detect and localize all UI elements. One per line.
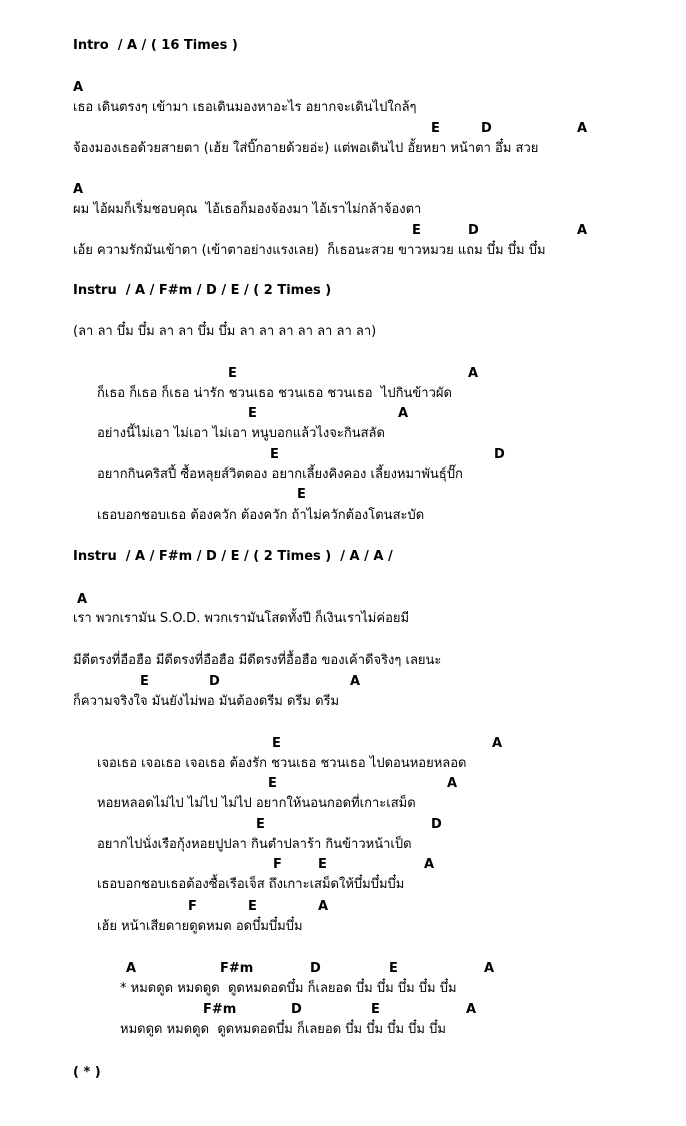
chord: E xyxy=(256,817,265,832)
chord: A xyxy=(73,182,84,197)
chord: E xyxy=(412,223,421,238)
lyric-line: เฮ้ย หน้าเสียดายดูดหมด อดบึ๋มบึ๋มบึ๋ม xyxy=(97,919,303,934)
chord: A xyxy=(468,366,479,381)
chord: A xyxy=(484,961,495,976)
chord: D xyxy=(310,961,321,976)
lyric-line: เรา พวกเรามัน S.O.D. พวกเรามันโสดทั้งปี ก็เงินเราไม่ค่อยมี xyxy=(73,611,410,626)
chord: D xyxy=(468,223,479,238)
chord: D xyxy=(209,674,220,689)
lyric-line: เอ้ย ความรักมันเข้าตา (เข้าตาอย่างแรงเลย) ก็เธอนะสวย ขาวหมวย แถม บึ๋ม บึ๋ม บึ๋ม xyxy=(73,243,546,258)
chord: E xyxy=(228,366,237,381)
chord: E xyxy=(318,857,327,872)
chord: E xyxy=(248,899,257,914)
lyric-line: อย่างนี้ไม่เอา ไม่เอา ไม่เอา หนูบอกแล้วไงจะกินสลัด xyxy=(97,426,385,441)
chord: F xyxy=(188,899,197,914)
lyric-line: หมดดูด หมดดูด ดูดหมดอดบึ๋ม ก็เลยอด บึ๋ม บึ๋ม บึ๋ม บึ๋ม บึ๋ม xyxy=(120,1022,446,1037)
chord: E xyxy=(270,447,279,462)
lyric-line: จ้องมองเธอด้วยสายตา (เฮ้ย ใส่บิ๊กอายด้วยอ่ะ) แต่พอเดินไป อั้ยหยา หน้าตา อึ๋ม สวย xyxy=(73,141,539,156)
chord: E xyxy=(248,406,257,421)
chord: E xyxy=(431,121,440,136)
chord: E xyxy=(268,776,277,791)
intro-line: Intro / A / ( 16 Times ) xyxy=(73,38,238,53)
chord: E xyxy=(297,487,306,502)
chord: A xyxy=(398,406,409,421)
chord: A xyxy=(73,80,84,95)
chord: F xyxy=(273,857,282,872)
lyric-line: อยากไปนั่งเรือกุ้งหอยปูปลา กินตำปลาร้า กินข้าวหน้าเป็ด xyxy=(97,837,412,852)
lyric-line: ก็เธอ ก็เธอ ก็เธอ น่ารัก ชวนเธอ ชวนเธอ ชวนเธอ ไปกินข้าวผัด xyxy=(97,386,452,401)
chord: D xyxy=(481,121,492,136)
chord: F#m xyxy=(220,961,254,976)
chord: E xyxy=(272,736,281,751)
instrumental-line: Instru / A / F#m / D / E / ( 2 Times ) / A / A / xyxy=(73,549,393,564)
lyric-line: ผม ไอ้ผมก็เริ่มชอบคุณ ไอ้เธอก็มองจ้องมา ไอ้เราไม่กล้าจ้องตา xyxy=(73,202,422,217)
chord: A xyxy=(350,674,361,689)
instrumental-line: Instru / A / F#m / D / E / ( 2 Times ) xyxy=(73,283,332,298)
lyric-line: มีดีตรงที่อือฮือ มีดีตรงที่อือฮือ มีดีตรงที่อื้อฮือ ของเค้าดีจริงๆ เลยนะ xyxy=(73,653,442,668)
lyric-line: หอยหลอดไม่ไป ไม่ไป ไม่ไป อยากให้นอนกอดที่เกาะเสม็ด xyxy=(97,796,416,811)
chord: A xyxy=(577,223,588,238)
chord: D xyxy=(291,1002,302,1017)
chord: D xyxy=(494,447,505,462)
chord: A xyxy=(318,899,329,914)
lyric-line: เธอบอกชอบเธอ ต้องควัก ต้องควัก ถ้าไม่ควักต้องโดนสะบัด xyxy=(97,508,425,523)
lyric-line: เธอบอกชอบเธอต้องซื้อเรือเจ็ส ถึงเกาะเสม็ดให้บึ๋มบึ๋มบึ๋ม xyxy=(97,877,405,892)
lyric-line: อยากกินคริสปี้ ซื้อหลุยส์วิตตอง อยากเลี้ยงคิงคอง เลี้ยงหมาพันธุ์ปั๊ก xyxy=(97,467,463,482)
chord: D xyxy=(431,817,442,832)
chord: A xyxy=(466,1002,477,1017)
chord: E xyxy=(371,1002,380,1017)
chord: F#m xyxy=(203,1002,237,1017)
chord: A xyxy=(126,961,137,976)
lyric-line: เจอเธอ เจอเธอ เจอเธอ ต้องรัก ชวนเธอ ชวนเธอ ไปดอนหอยหลอด xyxy=(97,756,467,771)
chord: E xyxy=(389,961,398,976)
chord: A xyxy=(77,592,88,607)
chord: A xyxy=(447,776,458,791)
chord: A xyxy=(577,121,588,136)
lyric-line: * หมดดูด หมดดูด ดูดหมดอดบึ๋ม ก็เลยอด บึ๋ม บึ๋ม บึ๋ม บึ๋ม บึ๋ม xyxy=(120,981,457,996)
chord: A xyxy=(492,736,503,751)
chord: A xyxy=(424,857,435,872)
lyric-line: ก็ความจริงใจ มันยังไม่พอ มันต้องดรีม ดรีม ดรีม xyxy=(73,694,340,709)
chord: E xyxy=(140,674,149,689)
lyric-line: เธอ เดินตรงๆ เข้ามา เธอเดินมองหาอะไร อยากจะเดินไปใกล้ๆ xyxy=(73,100,417,115)
lyric-line: (ลา ลา บึ๋ม บึ๋ม ลา ลา บึ๋ม บึ๋ม ลา ลา ลา ลา ลา ลา ลา) xyxy=(73,324,377,339)
repeat-marker: ( * ) xyxy=(73,1065,101,1080)
